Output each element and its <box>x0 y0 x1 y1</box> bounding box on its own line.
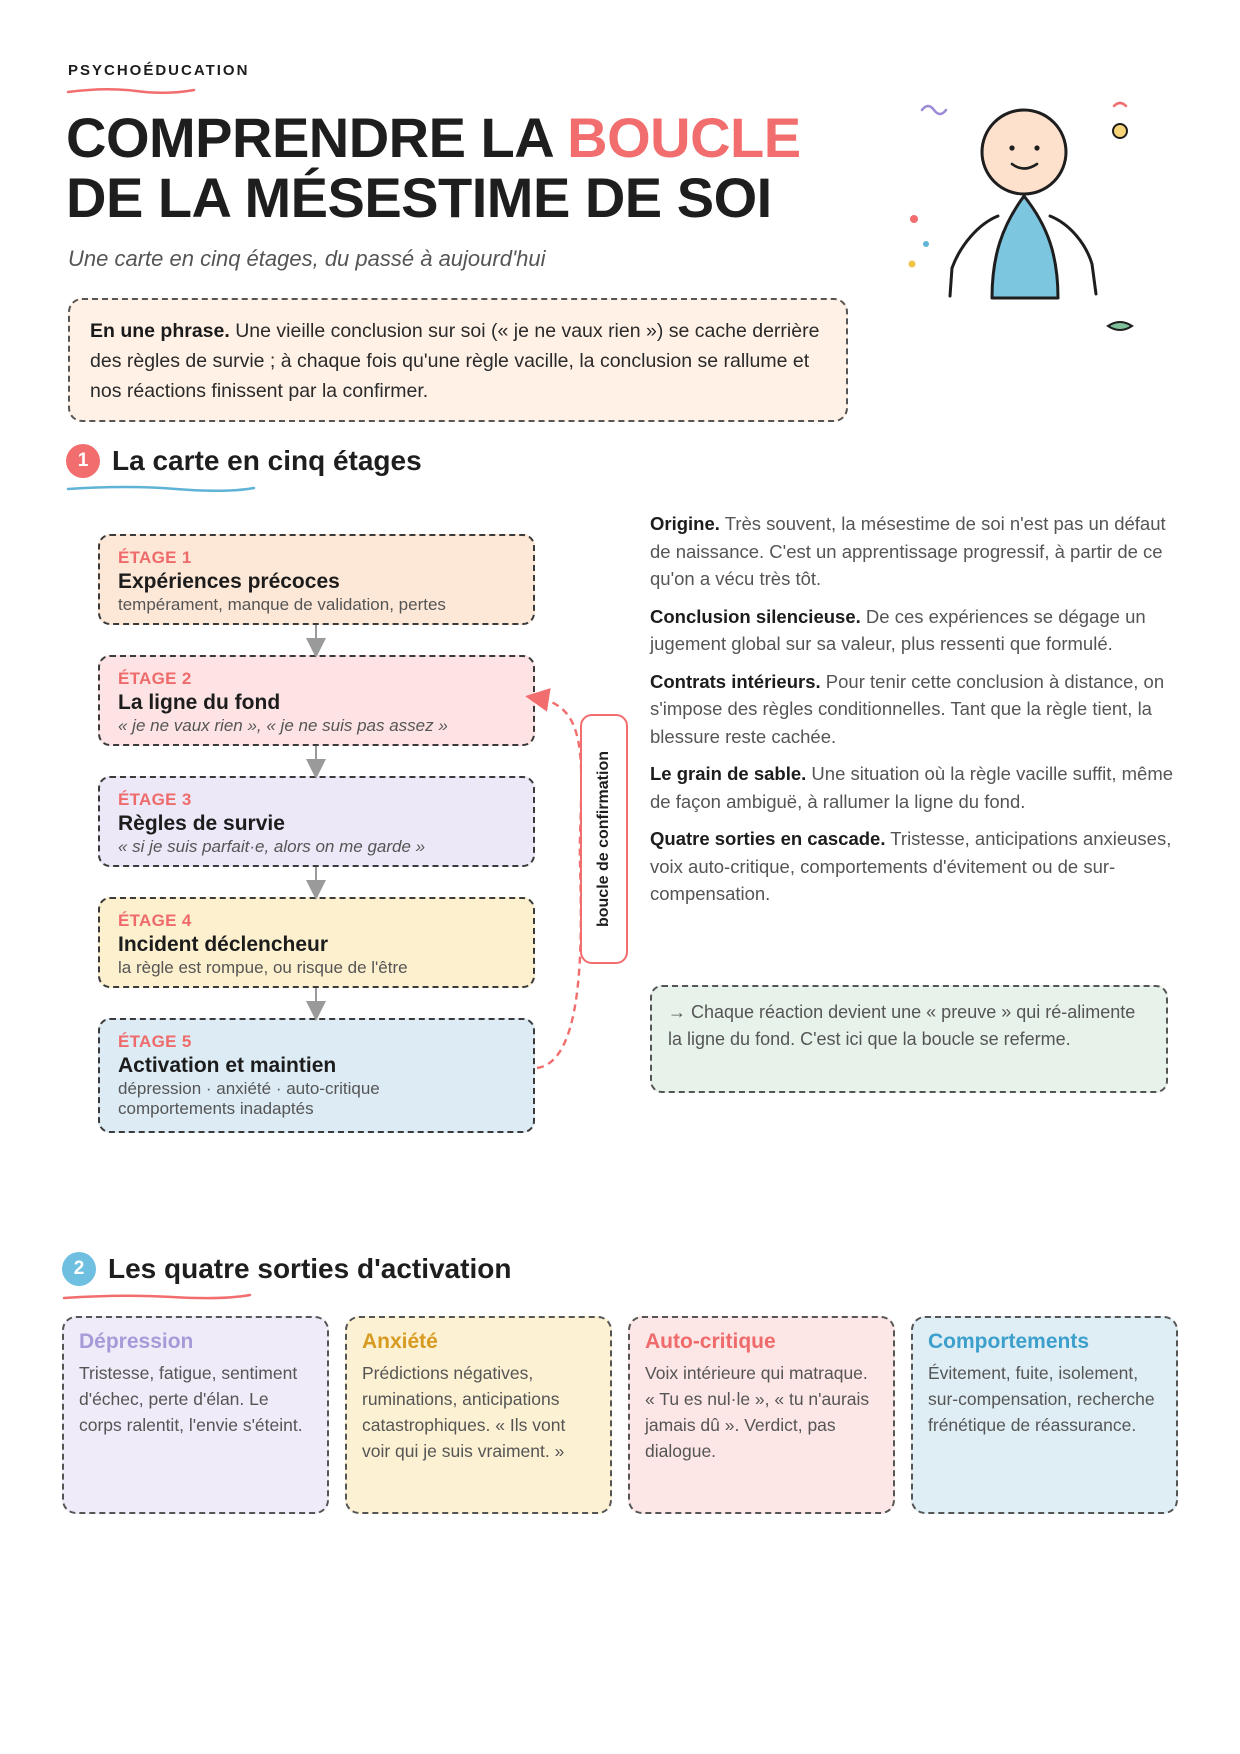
loop-note-box: → Chaque réaction devient une « preuve » qui ré-alimente la ligne du fond. C'est ici que la boucle se referme. <box>650 985 1168 1093</box>
stage-tag: ÉTAGE 2 <box>118 669 192 688</box>
stage-tag: ÉTAGE 1 <box>118 548 192 567</box>
card-comportements <box>911 1316 1178 1514</box>
section2-title: Les quatre sorties d'activation <box>108 1253 512 1284</box>
title-accent-word: BOUCLE <box>567 106 801 169</box>
summary-lead: En une phrase. <box>90 320 230 342</box>
summary-text: Une vieille conclusion sur soi (« je ne vaux rien ») se cache derrière des règles de survie ; à chaque fois qu'une règle vacille, la conclusion se rallume et nos réactions finissent par la confirmer. <box>90 320 820 402</box>
explanation-conclusion <box>650 603 1175 658</box>
explanation-contrats <box>650 668 1175 751</box>
explanation-text: Pour tenir cette conclusion à distance, on s'impose des règles conditionnelles. Tant que la règle tient, la blessure reste cachée. <box>650 670 1165 747</box>
stage-tag: ÉTAGE 5 <box>118 1032 192 1051</box>
stage-explanations <box>650 510 1175 918</box>
page-subtitle: Une carte en cinq étages, du passé à aujourd'hui <box>68 246 546 271</box>
card-text: Tristesse, fatigue, sentiment d'échec, perte d'élan. Le corps ralentit, l'envie s'éteint. <box>79 1363 303 1435</box>
stage-desc: la règle est rompue, ou risque de l'être <box>118 958 408 977</box>
explanation-origine <box>650 510 1175 593</box>
card-title: Dépression <box>79 1330 194 1353</box>
stage-tag: ÉTAGE 3 <box>118 790 192 809</box>
stage-tag: ÉTAGE 4 <box>118 911 192 930</box>
explanation-text: Une situation où la règle vacille suffit, même de façon ambiguë, à rallumer la ligne du fond. <box>650 763 1174 812</box>
explanation-text: De ces expériences se dégage un jugement global sur sa valeur, plus ressenti que formulé. <box>650 605 1146 654</box>
stage-name: Activation et maintien <box>118 1054 337 1077</box>
explanation-text: Très souvent, la mésestime de soi n'est pas un défaut de naissance. C'est un apprentissage progressif, à partir de ce qu'on a vécu très tôt. <box>650 513 1166 589</box>
card-anxiete <box>345 1316 612 1514</box>
explanation-lead: Contrats intérieurs. <box>650 670 821 692</box>
stage-name: Règles de survie <box>118 812 285 835</box>
card-depression <box>62 1316 329 1514</box>
stage-name: Expériences précoces <box>118 570 340 593</box>
explanation-text: Tristesse, anticipations anxieuses, voix auto-critique, comportements d'évitement ou de sur-compensation. <box>650 828 1172 904</box>
title-line2: DE LA MÉSESTIME DE SOI <box>66 166 772 229</box>
section2-heading <box>62 1252 511 1286</box>
section1-title: La carte en cinq étages <box>112 445 422 476</box>
explanation-lead: Quatre sorties en cascade. <box>650 828 886 849</box>
stage-name: La ligne du fond <box>118 691 281 714</box>
card-text: Évitement, fuite, isolement, sur-compensation, recherche frénétique de réassurance. <box>928 1363 1155 1435</box>
explanation-lead: Le grain de sable. <box>650 763 807 784</box>
title-line1-prefix: COMPRENDRE LA <box>66 106 568 169</box>
explanation-lead: Origine. <box>650 513 720 534</box>
section1-badge: 1 <box>66 444 100 478</box>
stage-desc: « je ne vaux rien », « je ne suis pas assez » <box>118 716 448 735</box>
kicker-label: PSYCHOÉDUCATION <box>68 62 250 79</box>
card-autocritique <box>628 1316 895 1514</box>
stage-name: Incident déclencheur <box>118 933 329 956</box>
explanation-lead: Conclusion silencieuse. <box>650 605 861 627</box>
card-title: Comportements <box>928 1330 1090 1353</box>
explanation-sorties <box>650 825 1175 908</box>
stage-desc: dépression · anxiété · auto-critique <box>118 1079 380 1098</box>
card-text: Voix intérieure qui matraque. « Tu es nul·le », « tu n'aurais jamais dû ». Verdict, pas dialogue. <box>645 1363 870 1461</box>
section2-badge: 2 <box>62 1252 96 1286</box>
confirmation-loop-label <box>580 714 628 964</box>
card-title: Auto-critique <box>645 1330 776 1353</box>
loop-label-text: boucle de confirmation <box>595 750 612 928</box>
explanation-grain <box>650 760 1175 815</box>
stage-desc: « si je suis parfait·e, alors on me garde » <box>118 837 426 856</box>
stage-desc: tempérament, manque de validation, pertes <box>118 595 446 614</box>
section2-underline <box>62 1292 252 1302</box>
card-text: Prédictions négatives, ruminations, anticipations catastrophiques. « Ils vont voir qui je suis vraiment. » <box>362 1363 566 1461</box>
stage-desc-extra: comportements inadaptés <box>118 1099 314 1118</box>
card-title: Anxiété <box>362 1330 438 1353</box>
